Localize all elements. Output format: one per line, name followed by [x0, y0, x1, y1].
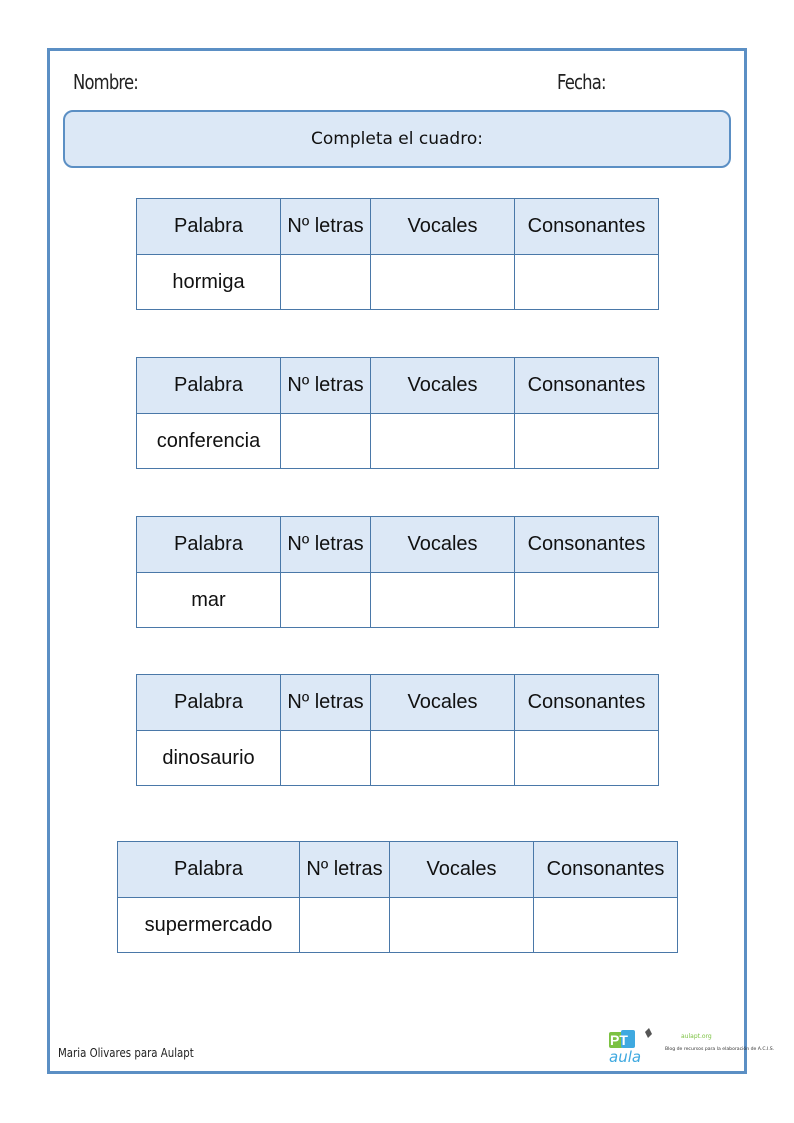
table-row [137, 255, 659, 310]
word-cell: dinosaurio [137, 731, 281, 786]
header-vowels: Vocales [371, 517, 515, 573]
table-row [137, 731, 659, 786]
header-letters: Nº letras [281, 199, 371, 255]
consonants-answer-cell[interactable] [515, 255, 659, 310]
exercise-table-1 [136, 198, 659, 310]
exercise-table-2 [136, 357, 659, 469]
letters-answer-cell[interactable] [281, 731, 371, 786]
vowels-answer-cell[interactable] [390, 898, 534, 953]
table-header-row [137, 358, 659, 414]
header-consonants: Consonantes [515, 358, 659, 414]
letters-answer-cell[interactable] [300, 898, 390, 953]
logo-aula-text: aula [609, 1048, 642, 1066]
header-word: Palabra [118, 842, 300, 898]
name-label: Nombre: [73, 70, 138, 94]
pencil-icon [645, 1028, 652, 1038]
letters-answer-cell[interactable] [281, 573, 371, 628]
header-consonants: Consonantes [515, 517, 659, 573]
aulapt-logo[interactable] [607, 1026, 775, 1066]
header-consonants: Consonantes [515, 199, 659, 255]
header-letters: Nº letras [300, 842, 390, 898]
word-cell: mar [137, 573, 281, 628]
table-header-row [137, 675, 659, 731]
date-label: Fecha: [557, 70, 606, 94]
vowels-answer-cell[interactable] [371, 255, 515, 310]
logo-tagline-text: Blog de recursos para la elaboración de A.C.I.S. [665, 1047, 775, 1052]
consonants-answer-cell[interactable] [515, 731, 659, 786]
consonants-answer-cell[interactable] [534, 898, 678, 953]
author-credit: Maria Olivares para Aulapt [58, 1046, 194, 1060]
exercise-table-5 [117, 841, 678, 953]
vowels-answer-cell[interactable] [371, 414, 515, 469]
header-vowels: Vocales [371, 358, 515, 414]
consonants-answer-cell[interactable] [515, 414, 659, 469]
header-consonants: Consonantes [515, 675, 659, 731]
header-vowels: Vocales [371, 675, 515, 731]
word-cell: hormiga [137, 255, 281, 310]
table-header-row [137, 199, 659, 255]
logo-site-text: aulapt.org [681, 1033, 712, 1040]
table-row [118, 898, 678, 953]
logo-pt-text: PT [610, 1032, 628, 1048]
header-word: Palabra [137, 358, 281, 414]
header-word: Palabra [137, 675, 281, 731]
word-cell: conferencia [137, 414, 281, 469]
header-word: Palabra [137, 517, 281, 573]
header-letters: Nº letras [281, 517, 371, 573]
header-letters: Nº letras [281, 358, 371, 414]
exercise-table-4 [136, 674, 659, 786]
vowels-answer-cell[interactable] [371, 731, 515, 786]
letters-answer-cell[interactable] [281, 414, 371, 469]
vowels-answer-cell[interactable] [371, 573, 515, 628]
header-consonants: Consonantes [534, 842, 678, 898]
header-letters: Nº letras [281, 675, 371, 731]
instruction-banner [63, 110, 731, 168]
word-cell: supermercado [118, 898, 300, 953]
header-vowels: Vocales [371, 199, 515, 255]
table-header-row [118, 842, 678, 898]
consonants-answer-cell[interactable] [515, 573, 659, 628]
table-row [137, 573, 659, 628]
table-header-row [137, 517, 659, 573]
instruction-text: Completa el cuadro: [311, 129, 483, 149]
header-word: Palabra [137, 199, 281, 255]
letters-answer-cell[interactable] [281, 255, 371, 310]
header-vowels: Vocales [390, 842, 534, 898]
table-row [137, 414, 659, 469]
exercise-table-3 [136, 516, 659, 628]
